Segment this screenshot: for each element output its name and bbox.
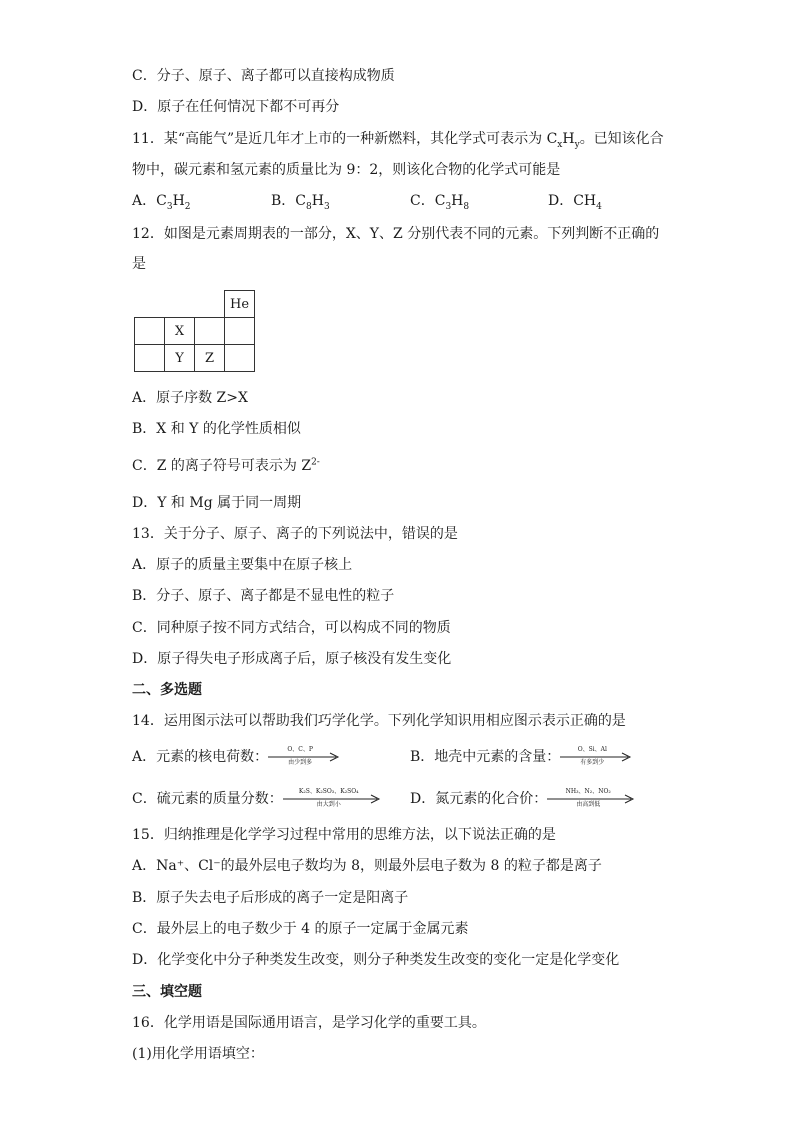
section-heading-multi-choice: 二、多选题: [132, 682, 202, 698]
q14-option-d: D．氮元素的化合价： NH₃、N₂、NO₂ 由高到低: [410, 788, 637, 810]
q15-option-d: D．化学变化中分子种类发生改变，则分子种类发生改变的变化一定是化学变化: [132, 952, 620, 968]
q14-option-c: C．硫元素的质量分数： K₂S、K₂SO₃、K₂SO₄ 由大到小: [132, 788, 383, 810]
q13-option-d: D．原子得失电子形成离子后，原子核没有发生变化: [132, 651, 452, 667]
q16-subquestion-1: (1)用化学用语填空：: [132, 1046, 264, 1062]
q10-option-d: D．原子在任何情况下都不可再分: [132, 99, 340, 115]
q16-stem: 16．化学用语是国际通用语言，是学习化学的重要工具。: [132, 1015, 486, 1031]
cell-y: Y: [165, 345, 195, 372]
table-cell: [135, 345, 165, 372]
cell-x: X: [165, 318, 195, 345]
arrow-diagram: O、C、P 由少到多: [268, 746, 342, 768]
q12-option-a: A．原子序数 Z>X: [132, 390, 248, 406]
q13-stem: 13．关于分子、原子、离子的下列说法中，错误的是: [132, 526, 458, 542]
q15-option-a: A．Na⁺、Cl⁻的最外层电子数均为 8，则最外层电子数为 8 的粒子都是离子: [132, 858, 602, 874]
q13-option-b: B．分子、原子、离子都是不显电性的粒子: [132, 588, 395, 604]
cell-he: He: [225, 291, 255, 318]
table-cell: [195, 318, 225, 345]
q12-option-d: D．Y 和 Mg 属于同一周期: [132, 495, 302, 511]
q14-option-a: A．元素的核电荷数： O、C、P 由少到多: [132, 746, 342, 768]
q14-stem: 14．运用图示法可以帮助我们巧学化学。下列化学知识用相应图示表示正确的是: [132, 713, 626, 729]
q12-stem-line1: 12．如图是元素周期表的一部分，X、Y、Z 分别代表不同的元素。下列判断不正确的: [132, 226, 660, 242]
table-cell: [135, 318, 165, 345]
arrow-diagram: O、Si、Al 有多到少: [560, 746, 634, 768]
cell-z: Z: [195, 345, 225, 372]
section-heading-fill-blank: 三、填空题: [132, 984, 202, 1000]
table-cell: [225, 318, 255, 345]
q11-option-b: B．$C_8H_3$: [271, 193, 330, 212]
arrow-diagram: K₂S、K₂SO₃、K₂SO₄ 由大到小: [283, 788, 383, 810]
periodic-table-fragment: [134, 290, 255, 372]
q15-option-b: B．原子失去电子后形成的离子一定是阳离子: [132, 890, 409, 906]
q11-stem-line2: 物中，碳元素和氢元素的质量比为 9：2，则该化合物的化学式可能是: [132, 162, 561, 178]
q11-option-a: A．$C_3H_2$: [132, 193, 191, 212]
q11-option-d: D．$CH_4$: [548, 193, 602, 212]
q14-option-b: B．地壳中元素的含量： O、Si、Al 有多到少: [410, 746, 634, 768]
q15-stem: 15．归纳推理是化学学习过程中常用的思维方法，以下说法正确的是: [132, 827, 556, 843]
q12-option-b: B．X 和 Y 的化学性质相似: [132, 421, 301, 437]
arrow-diagram: NH₃、N₂、NO₂ 由高到低: [547, 788, 637, 810]
q15-option-c: C．最外层上的电子数少于 4 的原子一定属于金属元素: [132, 921, 469, 937]
q13-option-c: C．同种原子按不同方式结合，可以构成不同的物质: [132, 620, 451, 636]
q13-option-a: A．原子的质量主要集中在原子核上: [132, 557, 353, 573]
table-cell: [225, 345, 255, 372]
q11-option-c: C．$C_3H_8$: [410, 193, 470, 212]
q11-stem-line1: 11．某“高能气”是近几年才上市的一种新燃料，其化学式可表示为 $C_xH_y$。已知该化合: [132, 131, 664, 150]
q10-option-c: C．分子、原子、离子都可以直接构成物质: [132, 68, 395, 84]
q12-option-c: C．Z 的离子符号可表示为 $Z^{2-}$: [132, 457, 320, 474]
q12-stem-line2: 是: [132, 256, 146, 272]
